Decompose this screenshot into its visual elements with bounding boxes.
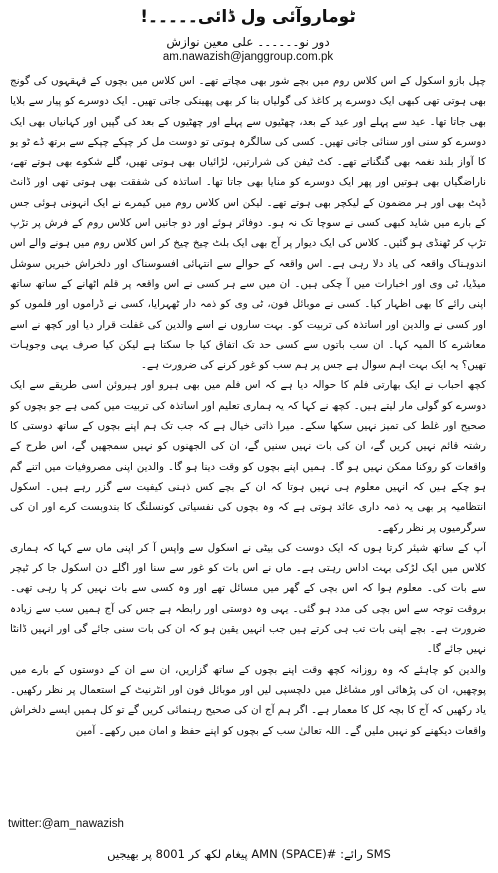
article-body xyxy=(10,71,486,776)
article-title: ٹوماروآئی ول ڈائی۔۔۔۔۔! xyxy=(140,7,356,27)
article-paragraph-2: کچھ احباب نے ایک بھارتی فلم کا حوالہ دیا ہے کہ اس فلم میں بھی ہیرو اور ہیروئن اسی طریقے سے ایک دوسرے کو گولی مار لیتے ہیں۔ کچھ نے کہا کہ یہ ہماری تعلیم اور اساتذہ کی تربیت میں کمی ہے جو بچوں کو صحیح اور غلط کی تمیز نہیں سکھا سکے۔ میرا ذاتی خیال ہے کہ جب تک ہم اپنے بچوں کے ساتھ دوستی کا رشتہ قائم نہیں کریں گے، ان کی بات نہیں سنیں گے، ان کی الجھنوں کو نہیں سمجھیں گے، اس طرح کے واقعات کو روکنا ممکن نہیں ہو گا۔ ہمیں اپنے بچوں کو وقت دینا ہو گا۔ والدین اپنی مصروفیات میں اتنے گم ہو چکے ہیں کہ انہیں معلوم ہی نہیں ہوتا کہ ان کے بچے کس ذہنی کیفیت سے گزر رہے ہیں۔ اسکول انتظامیہ پر بھی یہ ذمہ داری عائد ہوتی ہے کہ وہ بچوں کی نفسیاتی کونسلنگ کا بندوبست کرے اور ان کی سرگرمیوں پر نظر رکھے۔ xyxy=(10,379,486,534)
article-paragraph-3: آپ کے ساتھ شیئر کرتا ہوں کہ ایک دوست کی بیٹی نے اسکول سے واپس آ کر اپنی ماں سے کہا کہ ہماری کلاس میں ایک لڑکی بہت اداس رہتی ہے۔ ماں نے اس بات کو غور سے سنا اور اگلے دن اسکول جا کر ٹیچر سے بات کی۔ معلوم ہوا کہ اس بچی کے گھر میں مسائل تھے اور وہ کسی سے بات نہیں کر پا رہی تھی۔ بروقت توجہ سے اس بچی کی مدد ہو گئی۔ یہی وہ دوستی اور رابطہ ہے جس کی آج ہمیں سب سے زیادہ ضرورت ہے۔ بچے اپنی بات تب ہی کرتے ہیں جب انہیں یقین ہو کہ ان کی بات سنی جائے گی اور انہیں ڈانٹا نہیں جائے گا۔ xyxy=(10,541,486,656)
twitter-handle: twitter:@am_nawazish xyxy=(8,818,124,830)
author-email: am.nawazish@janggroup.com.pk xyxy=(162,51,334,63)
article-paragraph-1: چپل بازو اسکول کے اس کلاس روم میں بچے شور بھی مچاتے تھے۔ اس کلاس میں بچوں کے قہقہوں کی گونج بھی ہوتی تھی کبھی ایک دوسرے پر کاغذ کی گولیاں بنا کر بھی پھینکی جاتی تھیں۔ ایک دوسرے کو پیار سے بلایا بھی جاتا تھا۔ عید سے پہلے اور عید کے بعد، چھٹیوں سے پہلے اور چھٹیوں کے بعد کی گپیں اور کہانیاں بھی ایک دوسرے کو سنی اور سنائی جاتی تھیں۔ کسی کی سالگرہ ہوتی تو دوست مل کر چپکے چپکے سے برتھ ڈے ٹو یو کا آواز بلند نغمہ بھی گنگناتے تھے۔ کٹ ٹیفن کی شرارتیں، لڑائیاں بھی ہوتی تھیں، گلے شکوے بھی ہوتے تھے، ناراضگیاں بھی ہوتیں اور پھر ایک دوسرے کو منایا بھی جاتا تھا۔ اساتذہ کی شفقت بھی ہوتی تھی اور ڈانٹ ڈپٹ بھی اور ہر مضمون کے لیکچر بھی ہوتے تھے۔ لیکن اس کلاس روم میں کیمرے نے ایک انہونی ہوئی جس کے بارے میں شاید کبھی کسی نے سوچا تک نہ ہو۔ دوفائر ہوئے اور دو جانیں اس کلاس روم کے فرش پر تڑپ تڑپ کر ٹھنڈی ہو گئیں۔ کلاس کی ایک دیوار پر آج بھی ایک بلٹ چیخ چیخ کر اس کلاس روم میں ہونے والے اس اندوہناک واقعہ کی یاد دلا رہی ہے۔ اس واقعہ کے حوالے سے انتہائی افسوسناک اور دلخراش خبریں سوشل میڈیا، ٹی وی اور اخبارات میں آ چکی ہیں۔ ان میں سے ہر کسی نے اس واقعہ پر قلم اٹھانے کے ساتھ ساتھ اپنی رائے کا بھی اظہار کیا۔ کسی نے موبائل فون، ٹی وی کو ذمہ دار ٹھہرایا، کسی نے ڈراموں اور فلموں کو اور کسی نے والدین اور اساتذہ کی تربیت کو۔ بہت ساروں نے اسے والدین کی غفلت قرار دیا اور کچھ نے اسے معاشرے کا المیہ کہا۔ ان سب باتوں سے کسی حد تک اتفاق کیا جا سکتا ہے لیکن کیا صرف یہی وجوہات تھیں؟ یہ ایک بہت اہم سوال ہے جس پر ہم سب کو غور کرنے کی ضرورت ہے۔ xyxy=(10,75,486,372)
sms-feedback-line: SMS رائے: #AMN (SPACE) پیغام لکھ کر 8001 پر بھیجیں xyxy=(107,847,391,861)
article-paragraph-4: والدین کو چاہئے کہ وہ روزانہ کچھ وقت اپنے بچوں کے ساتھ گزاریں، ان سے ان کے دوستوں کے بارے میں پوچھیں، ان کی پڑھائی اور مشاغل میں دلچسپی لیں اور موبائل فون اور انٹرنیٹ کے استعمال پر نظر رکھیں۔ یاد رکھیں کہ آج کا بچہ کل کا معمار ہے۔ اگر ہم آج ان کی صحیح رہنمائی کریں گے تو کل ہمیں ایسے دلخراش واقعات دیکھنے کو نہیں ملیں گے۔ اللہ تعالیٰ سب کے بچوں کو اپنے حفظ و امان میں رکھے۔ آمین xyxy=(10,663,486,737)
author-byline: دور نو۔۔۔۔۔۔ علی معین نوازش xyxy=(166,35,330,49)
